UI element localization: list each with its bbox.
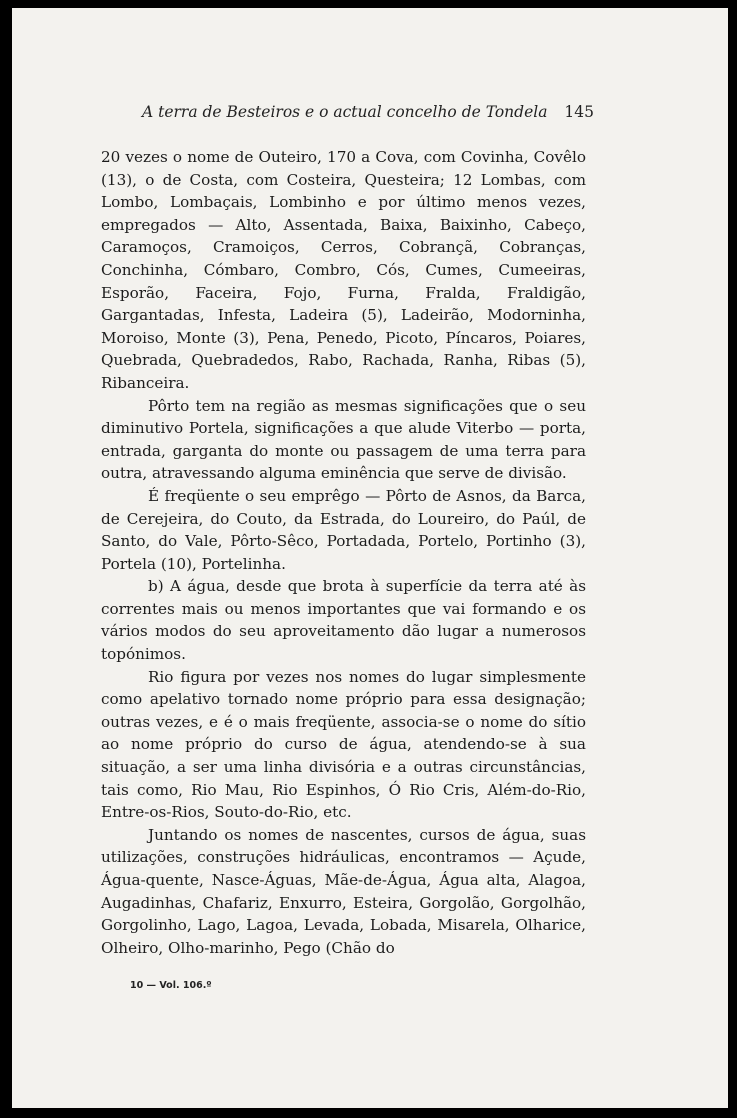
body-text xyxy=(101,146,586,959)
paragraph: Rio figura por vezes nos nomes do lugar simplesmente como apelativo tornado nome próprio para essa designação; outras vezes, e é o mais freqüente, associa-se o nome do sítio ao nome próprio do curso de água, atendendo-se à sua situação, a ser uma linha divisória e a outras circunstâncias, tais como, Rio Mau, Rio Espinhos, Ó Rio Cris, Além-do-Rio, Entre-os-Rios, Souto-do-Rio, etc. xyxy=(101,667,586,822)
running-title: A terra de Besteiros e o actual concelho de Tondela xyxy=(142,103,548,121)
signature-mark: 10 — Vol. 106.º xyxy=(130,980,212,991)
page xyxy=(12,8,728,1108)
paragraph: 20 vezes o nome de Outeiro, 170 a Cova, com Covinha, Covêlo (13), o de Costa, com Costeira, Questeira; 12 Lombas, com Lombo, Lombaçais, Lombinho e por último menos vezes, empregados — Alto, Assentada, Baixa, Baixinho, Cabeço, Caramoços, Cramoiços, Cerros, Cobrançã, Cobranças, Conchinha, Cómbaro, Combro, Cós, Cumes, Cumeeiras, Esporão, Faceira, Fojo, Furna, Fralda, Fraldigão, Gargantadas, Infesta, Ladeira (5), Ladeirão, Modorninha, Moroiso, Monte (3), Pena, Penedo, Picoto, Píncaros, Poiares, Quebrada, Quebradedos, Rabo, Rachada, Ranha, Ribas (5), Ribanceira. xyxy=(101,148,586,392)
paragraph: É freqüente o seu emprêgo — Pôrto de Asnos, da Barca, de Cerejeira, do Couto, da Estrada, do Loureiro, do Paúl, de Santo, do Vale, Pôrto-Sêco, Portadada, Portelo, Portinho (3), Portela (10), Portelinha. xyxy=(101,486,586,573)
paragraph: Juntando os nomes de nascentes, cursos de água, suas utilizações, construções hidráulicas, encontramos — Açude, Água-quente, Nasce-Águas, Mãe-de-Água, Água alta, Alagoa, Augadinhas, Chafariz, Enxurro, Esteira, Gorgolão, Gorgolhão, Gorgolinho, Lago, Lagoa, Levada, Lobada, Misarela, Olharice, Olheiro, Olho-marinho, Pego (Chão do xyxy=(101,825,586,957)
running-header xyxy=(142,103,594,127)
page-number: 145 xyxy=(564,103,594,121)
paragraph: b) A água, desde que brota à superfície da terra até às correntes mais ou menos importantes que vai formando e os vários modos do seu aproveitamento dão lugar a numerosos topónimos. xyxy=(101,577,586,664)
paragraph: Pôrto tem na região as mesmas significações que o seu diminutivo Portela, significações a que alude Viterbo — porta, entrada, garganta do monte ou passagem de uma terra para outra, atravessando alguma eminência que serve de divisão. xyxy=(101,396,586,483)
